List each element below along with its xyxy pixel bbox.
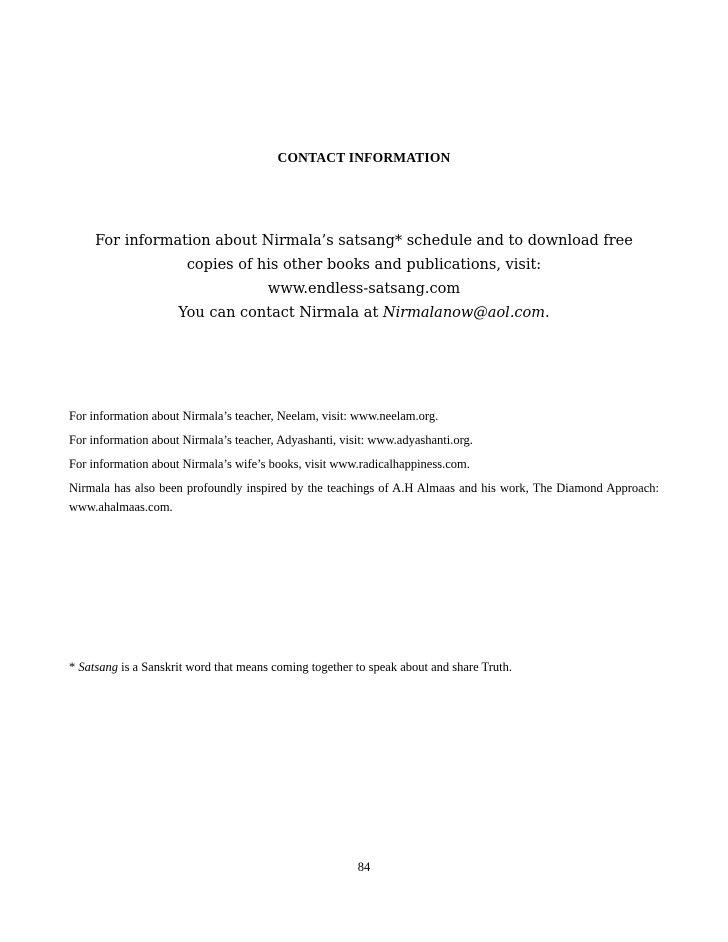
website-link[interactable]: www.endless-satsang.com — [267, 281, 461, 297]
contact-email-link[interactable]: Nirmalanow@aol.com — [382, 305, 546, 321]
footnote-marker: * — [69, 660, 79, 674]
page-title: CONTACT INFORMATION — [277, 150, 451, 165]
contact-suffix: . — [545, 305, 550, 321]
lead-paragraph — [40, 229, 688, 325]
lead-line-2: copies of his other books and publications, visit: — [186, 257, 542, 273]
footnote — [69, 658, 659, 677]
footnote-text: is a Sanskrit word that means coming together to speak about and share Truth. — [117, 660, 512, 674]
contact-line — [40, 301, 688, 325]
lead-line-1: For information about Nirmala’s satsang* schedule and to download free — [95, 233, 633, 249]
info-line-adyashanti: For information about Nirmala’s teacher, Adyashanti, visit: www.adyashanti.org. — [69, 433, 473, 447]
info-list — [69, 407, 659, 522]
contact-prefix: You can contact Nirmala at — [178, 305, 383, 321]
page-number: 84 — [357, 860, 371, 874]
footnote-term: Satsang — [78, 660, 118, 674]
info-line-wife-books: For information about Nirmala’s wife’s books, visit www.radicalhappiness.com. — [69, 457, 470, 471]
info-line-almaas: Nirmala has also been profoundly inspired by the teachings of A.H Almaas and his work, The Diamond Approach: www.ahalmaas.com. — [69, 481, 659, 514]
info-line-neelam: For information about Nirmala’s teacher, Neelam, visit: www.neelam.org. — [69, 409, 439, 423]
